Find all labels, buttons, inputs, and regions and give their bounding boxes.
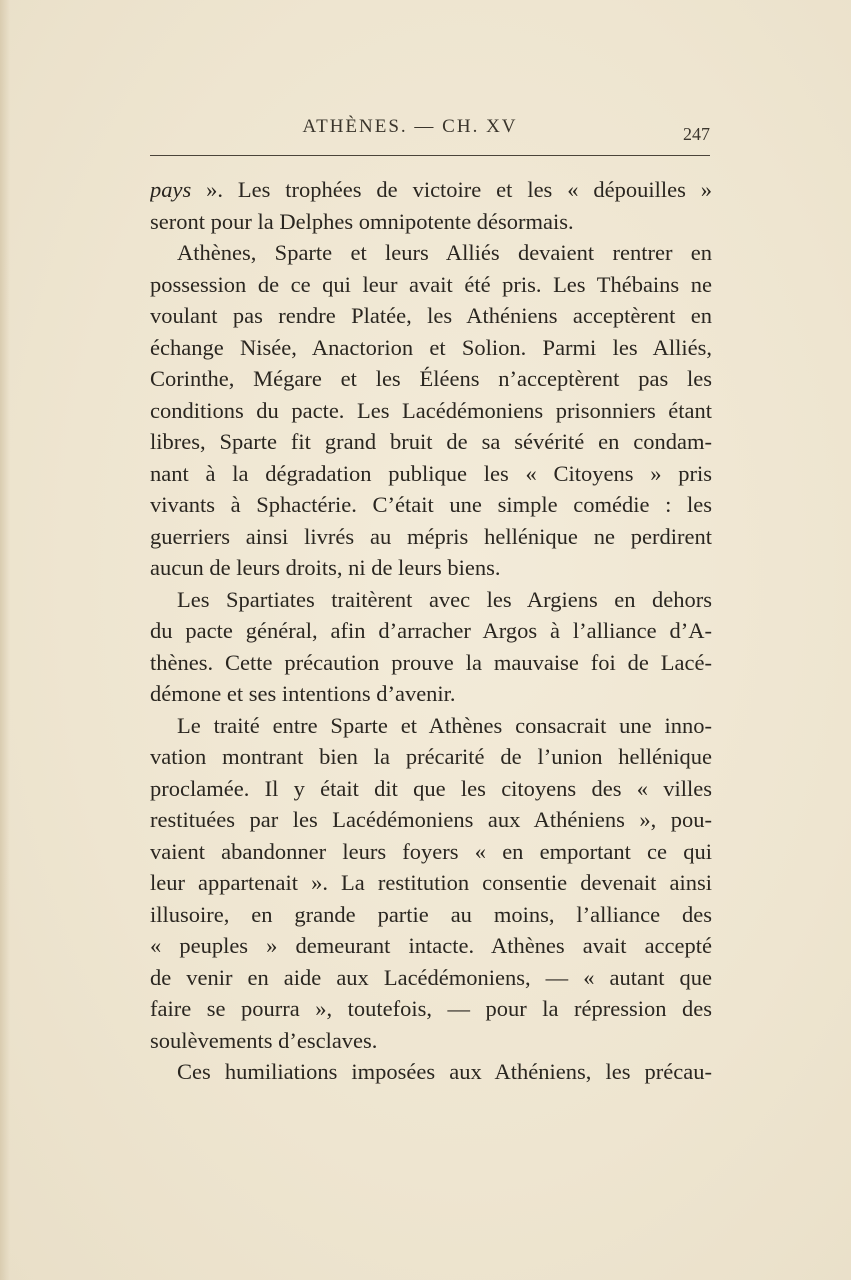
text-line: nant à la dégradation publique les « Citoyens » pris bbox=[150, 460, 712, 486]
running-head-title: ATHÈNES. — CH. XV bbox=[302, 116, 518, 137]
text-line: faire se pourra », toutefois, — pour la répression des bbox=[150, 996, 712, 1021]
text-line: Corinthe, Mégare et les Éléens n’acceptèrent pas les bbox=[150, 366, 712, 391]
text-line: démone et ses intentions d’avenir. bbox=[150, 681, 456, 706]
text-line: Les Spartiates traitèrent avec les Argiens en dehors bbox=[177, 586, 712, 612]
text-line: guerriers ainsi livrés au mépris hellénique ne perdirent bbox=[150, 523, 712, 549]
italic-word: pays bbox=[150, 177, 192, 202]
running-head bbox=[150, 116, 710, 146]
text-line: conditions du pacte. Les Lacédémoniens prisonniers étant bbox=[150, 397, 712, 423]
text-line: libres, Sparte fit grand bruit de sa sévérité en condam- bbox=[150, 429, 712, 454]
text-line: Athènes, Sparte et leurs Alliés devaient rentrer en bbox=[177, 240, 712, 265]
text-line: pays ». Les trophées de victoire et les « dépouilles » bbox=[150, 177, 712, 202]
text-line: aucun de leurs droits, ni de leurs biens. bbox=[150, 555, 501, 580]
page-number: 247 bbox=[683, 124, 710, 144]
page-gutter-shadow bbox=[0, 0, 10, 1280]
text-line: proclamée. Il y était dit que les citoyens des « villes bbox=[150, 775, 712, 801]
text-line: « peuples » demeurant intacte. Athènes avait accepté bbox=[150, 933, 712, 958]
text-line: échange Nisée, Anactorion et Solion. Parmi les Alliés, bbox=[150, 334, 712, 360]
text-line: vaient abandonner leurs foyers « en emportant ce qui bbox=[150, 838, 712, 864]
header-rule bbox=[150, 155, 710, 156]
text-line: vation montrant bien la précarité de l’union hellénique bbox=[150, 744, 712, 769]
text-line: seront pour la Delphes omnipotente désormais. bbox=[150, 208, 574, 234]
text-line: soulèvements d’esclaves. bbox=[150, 1027, 378, 1053]
text-line: Ces humiliations imposées aux Athéniens, les précau- bbox=[177, 1059, 712, 1084]
text-line: du pacte général, afin d’arracher Argos à l’alliance d’A- bbox=[150, 618, 712, 643]
text-line: illusoire, en grande partie au moins, l’alliance des bbox=[150, 901, 712, 927]
text-line: voulant pas rendre Platée, les Athéniens acceptèrent en bbox=[150, 303, 712, 328]
text-line: Le traité entre Sparte et Athènes consacrait une inno- bbox=[177, 712, 712, 738]
text-line: possession de ce qui leur avait été pris. Les Thébains ne bbox=[150, 271, 712, 297]
text-line: de venir en aide aux Lacédémoniens, — « autant que bbox=[150, 964, 712, 990]
text-line: leur appartenait ». La restitution consentie devenait ainsi bbox=[150, 870, 712, 895]
body-text bbox=[150, 174, 712, 1088]
text-line: thènes. Cette précaution prouve la mauvaise foi de Lacé- bbox=[150, 649, 712, 675]
text-line: vivants à Sphactérie. C’était une simple comédie : les bbox=[150, 492, 712, 517]
text-line: restituées par les Lacédémoniens aux Athéniens », pou- bbox=[150, 807, 712, 832]
